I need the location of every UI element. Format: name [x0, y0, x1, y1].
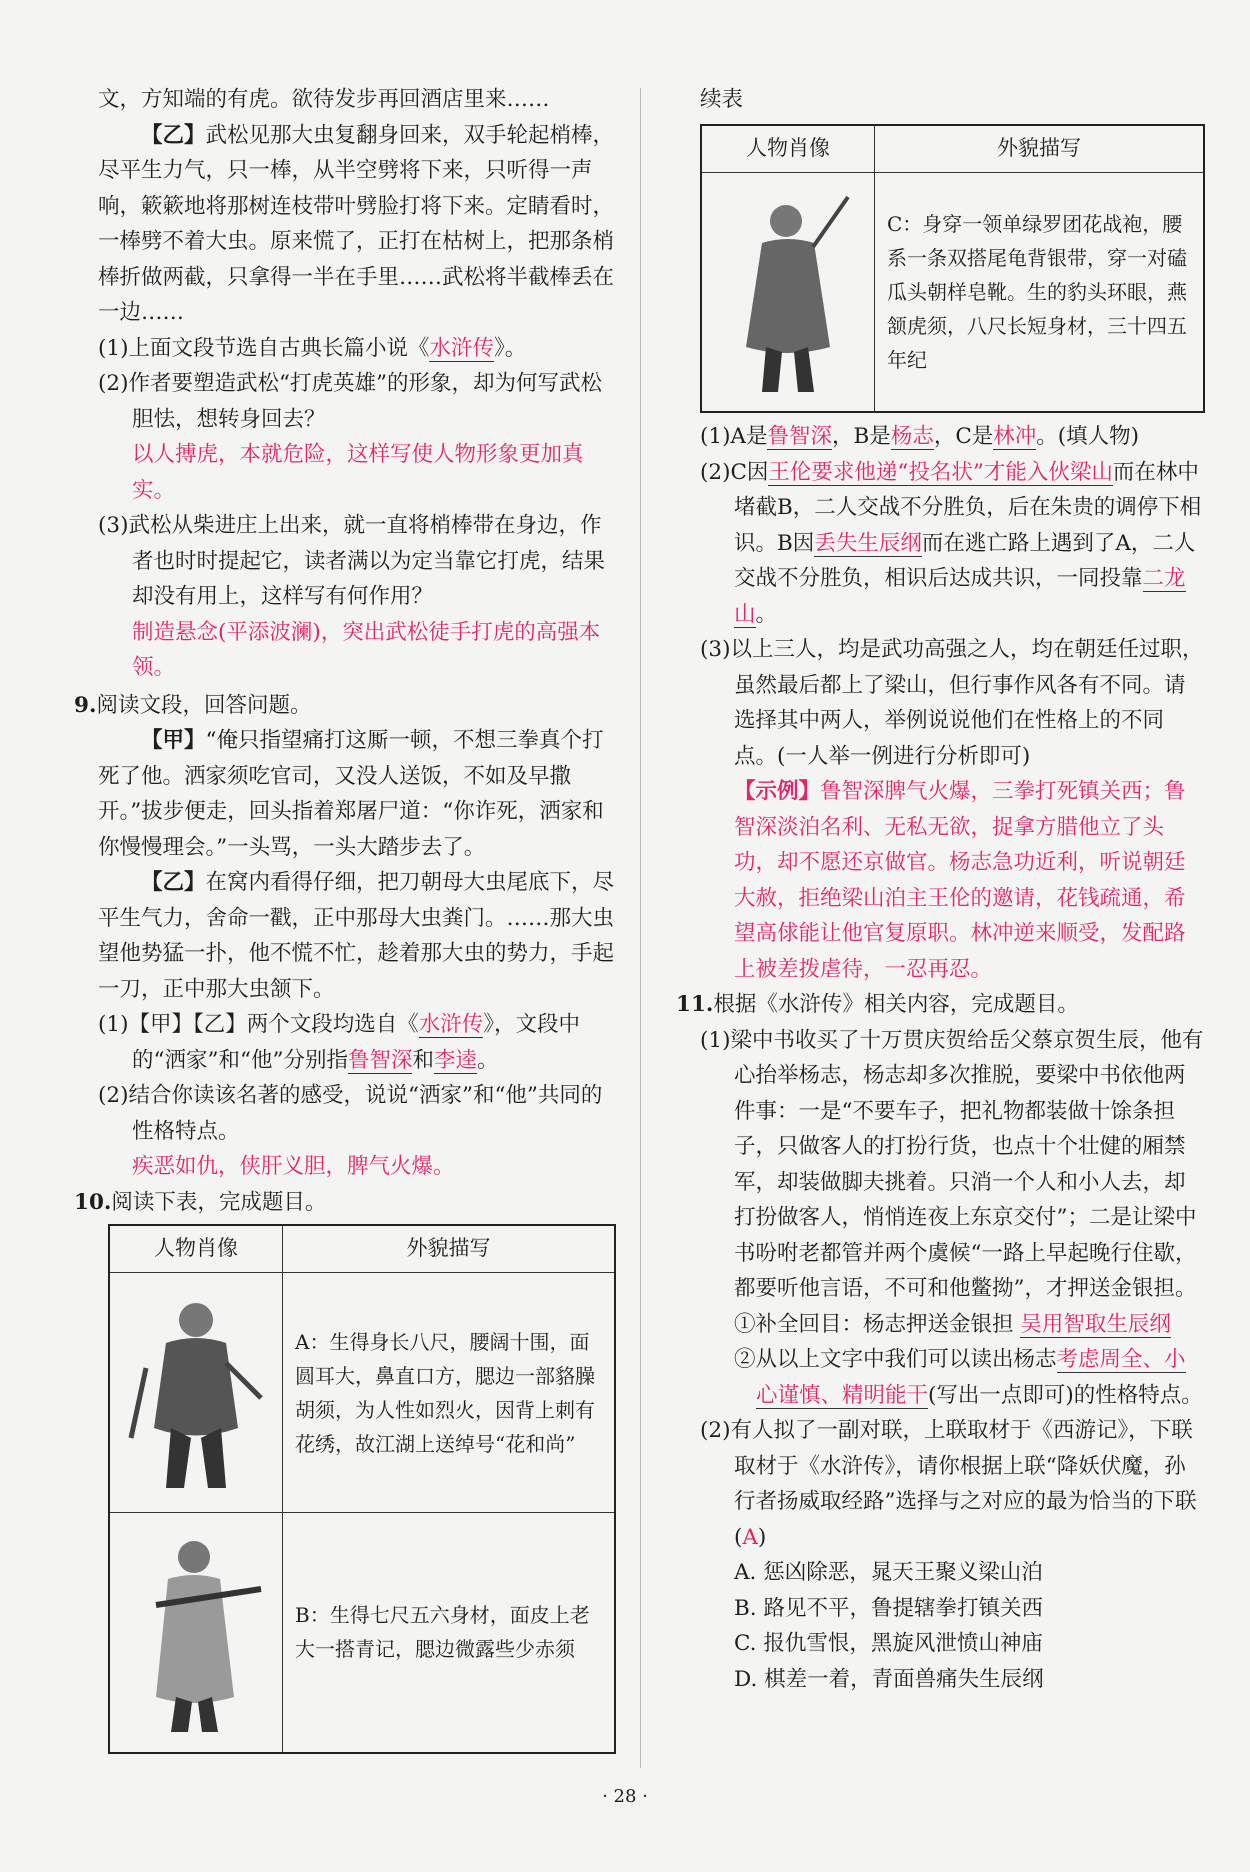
table-continued-label: 续表 — [700, 87, 744, 112]
answer-blank: 水浒传 — [429, 335, 494, 361]
q11-1-i: ①补全回目：杨志押送金银担 吴用智取生辰纲 — [734, 1311, 1171, 1337]
q11-1: (1)梁中书收买了十万贯庆贺给岳父蔡京贺生辰，他有心抬举杨志，杨志却多次推脱，要梁中书依他两件事：一是“不要车子，把礼物都装做十馀条担子，只做客人的打扮行货，也点十个壮健的厢禁军，却装做脚夫挑着。只消一个人和小人去，却打扮做客人，悄悄连夜上东京交付”；二是让梁中书吩咐老都管并两个虞候“一路上早起晚行住歇，都要听他言语，不可和他鳖拗”，才押送金银担。 — [700, 1027, 1204, 1301]
q10-2: (2)C因王伦要求他递“投名状”才能入伙梁山而在林中堵截B，二人交战不分胜负，后在朱贵的调停下相识。B因丢失生辰纲而在逃亡路上遇到了A，二人交战不分胜负，相识后达成共识，一同投靠二龙山。 — [700, 459, 1202, 627]
q10-1: (1)A是鲁智深，B是杨志，C是林冲。(填人物) — [700, 424, 1140, 449]
q11-1-ii: ②从以上文字中我们可以读出杨志考虑周全、小心谨慎、精明能干(写出一点即可)的性格特点。 — [734, 1347, 1203, 1408]
option-b: B. 路见不平，鲁提辖拳打镇关西 — [734, 1595, 1043, 1621]
character-table — [108, 1224, 616, 1754]
passage-jia: 【甲】“俺只指望痛打这厮一顿，不想三拳真个打死了他。洒家须吃官司，又没人送饭，不如及早撒开。”拔步便走，回头指着郑屠尸道：“你诈死，洒家和你慢慢理会。”一头骂，一头大踏步去了。 — [98, 728, 604, 860]
q10-3: (3)以上三人，均是武功高强之人，均在朝廷任过职，虽然最后都上了梁山，但行事作风各有不同。请选择其中两人，举例说说他们在性格上的不同点。(一人举一例进行分析即可) — [700, 637, 1204, 769]
portrait-a-cell — [109, 1273, 283, 1513]
th-description: 外貌描写 — [875, 125, 1205, 173]
q9-2: (2)结合你读该名著的感受，说说“洒家”和“他”共同的性格特点。 — [98, 1083, 603, 1144]
description-b: B：生得七尺五六身材，面皮上老大一搭青记，腮边微露些少赤须 — [283, 1513, 616, 1753]
q9-1: (1)【甲】【乙】两个文段均选自《水浒传》，文段中的“洒家”和“他”分别指鲁智深和李逵。 — [98, 1012, 581, 1073]
description-a: A：生得身长八尺，腰阔十围，面圆耳大，鼻直口方，腮边一部貉臊胡须，为人性如烈火，因背上刺有花绣，故江湖上送绰号“花和尚” — [283, 1273, 616, 1513]
character-table-continued — [700, 124, 1205, 414]
answer-q10-3: 【示例】鲁智深脾气火爆，三拳打死镇关西；鲁智深淡泊名利、无私无欲，捉拿方腊他立了头功，却不愿还京做官。杨志急功近利，听说朝廷大赦，拒绝梁山泊主王伦的邀请，花钱疏通，希望高俅能让他官复原职。林冲逆来顺受，发配路上被差拨虐待，一忍再忍。 — [734, 779, 1186, 982]
portrait-b-cell — [109, 1513, 283, 1753]
page-number: · 28 · — [602, 1786, 648, 1807]
answer-q9-2: 疾恶如仇，侠肝义胆，脾气火爆。 — [132, 1154, 455, 1179]
q8-2: (2)作者要塑造武松“打虎英雄”的形象，却为何写武松胆怯，想转身回去？ — [98, 371, 602, 432]
right-column — [676, 82, 1205, 1697]
passage-line: 文，方知端的有虎。欲待发步再回酒店里来…… — [98, 87, 550, 112]
description-c: C：身穿一领单绿罗团花战袍，腰系一条双搭尾龟背银带，穿一对磕瓜头朝样皂靴。生的豹头环眼，燕颔虎须，八尺长短身材，三十四五年纪 — [875, 172, 1205, 412]
answer-q8-3: 制造悬念(平添波澜)，突出武松徒手打虎的高强本领。 — [132, 619, 601, 680]
q10-title: 10.阅读下表，完成题目。 — [74, 1189, 327, 1215]
option-a: A. 惩凶除恶，晁天王聚义梁山泊 — [734, 1560, 1043, 1585]
q8-1: (1)上面文段节选自古典长篇小说《水浒传》。 — [98, 335, 527, 361]
option-c: C. 报仇雪恨，黑旋风泄愤山神庙 — [734, 1631, 1043, 1656]
answer-q8-2: 以人搏虎，本就危险，这样写使人物形象更加真实。 — [132, 442, 584, 503]
portrait-c-image — [703, 187, 873, 397]
th-portrait: 人物肖像 — [109, 1225, 283, 1273]
portrait-c-cell — [701, 172, 875, 412]
left-column — [74, 82, 618, 1754]
passage-yi: 【乙】武松见那大虫复翻身回来，双手轮起梢棒，尽平生力气，只一棒，从半空劈将下来，只听得一声响，簌簌地将那树连枝带叶劈脸打将下来。定睛看时，一棒劈不着大虫。原来慌了，正打在枯树上，把那条梢棒折做两截，只拿得一半在手里……武松将半截棒丢在一边…… — [98, 122, 615, 325]
portrait-a-image — [111, 1288, 281, 1498]
q8-3: (3)武松从柴进庄上出来，就一直将梢棒带在身边，作者也时时提起它，读者满以为定当靠它打虎，结果却没有用上，这样写有何作用？ — [98, 513, 606, 609]
q9-title: 9.阅读文段，回答问题。 — [74, 692, 312, 718]
th-description: 外貌描写 — [283, 1225, 616, 1273]
portrait-b-image — [111, 1527, 281, 1737]
q11-title: 11.根据《水浒传》相关内容，完成题目。 — [676, 992, 1079, 1017]
q11-2: (2)有人拟了一副对联，上联取材于《西游记》，下联取材于《水浒传》，请你根据上联“降妖伏魔，孙行者扬威取经路”选择与之对应的最为恰当的下联(A) — [700, 1418, 1197, 1550]
passage-yi-2: 【乙】在窝内看得仔细，把刀朝母大虫尾底下，尽平生气力，舍命一戳，正中那母大虫粪门。……那大虫望他势猛一扑，他不慌不忙，趁着那大虫的势力，手起一刀，正中那大虫颔下。 — [98, 870, 615, 1002]
option-d: D. 棋差一着，青面兽痛失生辰纲 — [734, 1666, 1044, 1692]
th-portrait: 人物肖像 — [701, 125, 875, 173]
column-divider — [640, 88, 641, 1768]
